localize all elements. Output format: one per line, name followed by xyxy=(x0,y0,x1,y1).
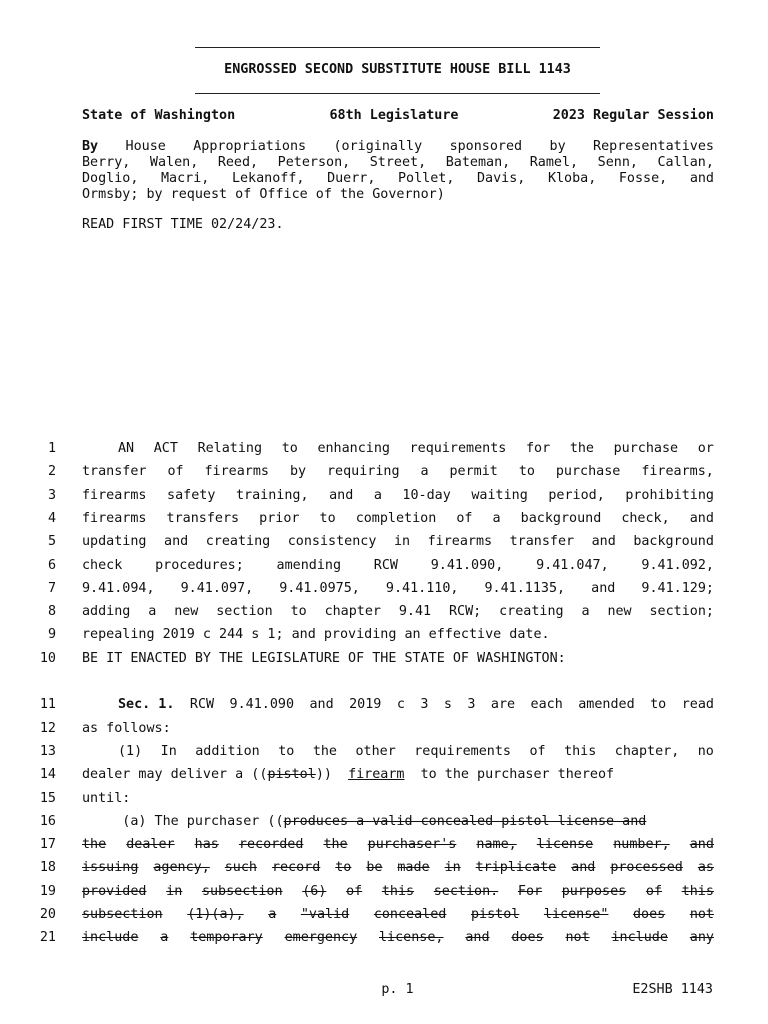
word: background xyxy=(633,534,714,550)
word: license, xyxy=(379,930,444,946)
word: RCW xyxy=(189,697,215,713)
line-number: 17 xyxy=(39,837,56,853)
line-number: 5 xyxy=(47,534,56,550)
word: s xyxy=(443,697,452,713)
word: requirements xyxy=(414,743,511,759)
word: the xyxy=(569,441,594,456)
word: Kloba, xyxy=(547,171,597,186)
word: and xyxy=(689,171,714,186)
word: and xyxy=(571,860,596,876)
word: 3 xyxy=(467,697,476,713)
word: Street, xyxy=(369,155,427,170)
word: 9.41.110, xyxy=(385,580,459,596)
word: Senn, xyxy=(597,155,638,170)
deleted-text: pistol xyxy=(267,767,316,783)
sponsor-line: Ormsby; by request of Office of the Governor) xyxy=(82,187,445,202)
word: license xyxy=(536,837,594,853)
line-number: 2 xyxy=(47,464,56,480)
word: a xyxy=(373,487,382,503)
word: Callan, xyxy=(657,155,714,170)
word: sponsored xyxy=(449,139,523,154)
text: (a) The purchaser (( xyxy=(82,813,284,829)
body-line xyxy=(82,581,714,597)
word: and xyxy=(689,837,714,853)
word: and xyxy=(309,697,334,713)
word: the xyxy=(82,837,107,853)
word: any xyxy=(689,930,714,946)
word: this xyxy=(564,743,597,759)
word: Duerr, xyxy=(327,171,376,186)
word: requirements xyxy=(409,441,507,456)
page-number: p. 1 xyxy=(381,982,414,997)
word: does xyxy=(511,930,544,946)
word: name, xyxy=(476,837,517,853)
word: Lekanoff, xyxy=(231,171,305,186)
legislature: 68th Legislature xyxy=(329,108,459,123)
word: to xyxy=(278,743,295,759)
word: Ramel, xyxy=(529,155,579,170)
word: does xyxy=(632,907,666,922)
word: made xyxy=(397,860,430,876)
word: firearms xyxy=(82,510,147,526)
word: RCW; xyxy=(449,604,482,620)
word: Bateman, xyxy=(445,155,511,170)
line-number: 4 xyxy=(47,510,56,526)
word: Walen, xyxy=(149,155,199,170)
word: firearms, xyxy=(641,464,714,480)
word: (originally xyxy=(333,139,423,154)
word: requiring xyxy=(327,464,400,480)
word: for xyxy=(526,441,551,456)
line-number: 21 xyxy=(39,930,56,946)
word: (6) xyxy=(302,883,327,899)
text: dealer may deliver a (( xyxy=(82,767,268,783)
word: of xyxy=(167,464,184,480)
word: In xyxy=(160,743,177,759)
word: temporary xyxy=(190,930,263,946)
word: prohibiting xyxy=(625,487,714,503)
word: procedures; xyxy=(155,557,244,573)
body-line xyxy=(82,534,714,550)
word: Doglio, xyxy=(82,171,139,186)
line-number: 6 xyxy=(47,557,56,573)
word: recorded xyxy=(238,837,304,853)
word: and xyxy=(689,510,714,526)
body-line: as follows: xyxy=(82,720,171,736)
enacting-clause: BE IT ENACTED BY THE LEGISLATURE OF THE STATE OF WASHINGTON: xyxy=(82,650,566,666)
word: pistol xyxy=(470,907,520,922)
inserted-text: firearm xyxy=(348,767,405,783)
word: 9.41.047, xyxy=(536,557,609,573)
word: are xyxy=(490,697,516,713)
word: RCW xyxy=(373,557,398,573)
word: of xyxy=(456,510,473,526)
line-number: 10 xyxy=(39,650,56,666)
word: transfer xyxy=(509,534,575,550)
line-number: 20 xyxy=(39,907,56,922)
word: to xyxy=(290,604,307,620)
word: amended xyxy=(578,697,635,713)
word: 10-day xyxy=(402,487,451,503)
word: House xyxy=(125,139,166,154)
word: 9.41.090 xyxy=(229,697,295,713)
word: Berry, xyxy=(82,155,131,170)
word: to xyxy=(319,510,336,526)
bill-title: ENGROSSED SECOND SUBSTITUTE HOUSE BILL 1143 xyxy=(224,62,571,77)
word: For xyxy=(517,883,543,899)
word: purchase xyxy=(555,464,621,480)
deleted-line xyxy=(82,860,714,876)
word: and xyxy=(164,534,189,550)
word: emergency xyxy=(284,930,358,946)
word: to xyxy=(281,441,298,456)
word: or xyxy=(697,441,714,456)
word: such xyxy=(224,860,257,876)
word: license" xyxy=(543,907,609,922)
word: Fosse, xyxy=(618,171,668,186)
word: of xyxy=(346,883,363,899)
word: a xyxy=(581,604,590,620)
title-rule xyxy=(195,93,600,94)
word: be xyxy=(366,860,383,876)
word: chapter, xyxy=(614,743,680,759)
word: 9.41.0975, xyxy=(279,580,360,596)
word: background xyxy=(520,510,602,526)
word: ACT xyxy=(153,441,178,456)
word: Representatives xyxy=(593,139,714,154)
word: safety xyxy=(167,487,216,503)
word: include xyxy=(82,930,139,946)
word: record xyxy=(271,860,321,876)
word: section xyxy=(216,604,273,620)
deleted-line xyxy=(82,837,714,853)
line-number: 19 xyxy=(39,883,56,899)
word: consistency xyxy=(287,534,377,550)
word: check, xyxy=(621,510,670,526)
word: AN xyxy=(118,441,135,456)
line-number: 9 xyxy=(47,627,56,643)
word: the xyxy=(312,743,337,759)
word: enhancing xyxy=(317,441,390,456)
sponsor-line xyxy=(82,171,714,187)
word: of xyxy=(529,743,546,759)
body-line xyxy=(82,441,714,457)
word: in xyxy=(444,860,461,876)
word: addition xyxy=(195,743,260,759)
word: (1) xyxy=(118,743,143,759)
word: a xyxy=(268,907,277,922)
top-rule xyxy=(195,47,600,48)
word: a xyxy=(148,604,157,620)
word: c xyxy=(396,697,405,713)
word: subsection xyxy=(201,883,283,899)
line-number: 16 xyxy=(39,813,56,829)
word: (1)(a), xyxy=(187,907,244,922)
word: not xyxy=(565,930,590,946)
word: to xyxy=(335,860,352,876)
line-number: 13 xyxy=(39,743,56,759)
body-line xyxy=(82,767,714,783)
word: 9.41 xyxy=(398,604,432,620)
word: and xyxy=(465,930,490,946)
word: section; xyxy=(649,604,714,620)
word: dealer xyxy=(126,837,175,853)
word: to xyxy=(650,697,667,713)
body-line xyxy=(82,558,714,574)
word: provided xyxy=(82,883,147,899)
word: chapter xyxy=(324,604,381,620)
word: concealed xyxy=(373,907,447,922)
body-line xyxy=(82,744,714,760)
word: by xyxy=(549,139,566,154)
word: in xyxy=(166,883,183,899)
word: permit xyxy=(449,464,498,480)
word: of xyxy=(645,883,663,899)
word: no xyxy=(697,743,714,759)
word: 9.41.1135, xyxy=(484,580,566,596)
word: other xyxy=(355,743,396,759)
line-number: 8 xyxy=(47,604,56,620)
word: Appropriations xyxy=(193,139,307,154)
line-number: 18 xyxy=(39,860,56,876)
word: a xyxy=(160,930,169,946)
word: creating xyxy=(205,534,271,550)
word: a xyxy=(492,510,501,526)
word: this xyxy=(381,883,415,899)
word: adding xyxy=(82,604,131,620)
word: 9.41.129; xyxy=(641,580,714,596)
word: include xyxy=(611,930,668,946)
word: Reed, xyxy=(217,155,259,170)
word: and xyxy=(591,534,616,550)
body-line: repealing 2019 c 244 s 1; and providing an effective date. xyxy=(82,627,550,643)
word: Macri, xyxy=(161,171,210,186)
line-number: 3 xyxy=(47,487,56,503)
word: transfers xyxy=(166,510,240,526)
word: purchaser's xyxy=(367,837,457,853)
body-line xyxy=(82,814,714,830)
body-line xyxy=(82,464,714,480)
word: 9.41.094, xyxy=(82,580,155,596)
word: not xyxy=(689,907,714,922)
word: 2019 xyxy=(349,697,382,713)
sponsor-line xyxy=(82,139,714,155)
word: agency, xyxy=(153,860,210,876)
sponsor-line xyxy=(82,155,714,171)
line-number: 14 xyxy=(39,767,56,783)
word: processed xyxy=(610,860,683,876)
state-name: State of Washington xyxy=(82,108,236,123)
word: Peterson, xyxy=(277,155,351,170)
word: "valid xyxy=(300,907,350,922)
word: new xyxy=(607,604,632,620)
word: new xyxy=(174,604,199,620)
text: )) xyxy=(315,767,349,783)
word: has xyxy=(194,837,219,853)
word: subsection xyxy=(82,907,163,922)
deleted-line xyxy=(82,907,714,923)
deleted-line xyxy=(82,930,714,946)
deleted-line xyxy=(82,884,714,900)
word: Relating xyxy=(197,441,263,456)
line-number: 7 xyxy=(47,580,56,596)
word: 3 xyxy=(420,697,429,713)
session-row xyxy=(82,108,714,123)
word: firearms xyxy=(82,487,147,503)
word: updating xyxy=(82,534,147,550)
word: completion xyxy=(355,510,437,526)
word: Davis, xyxy=(477,171,526,186)
word: period, xyxy=(548,487,605,503)
read-first-time: READ FIRST TIME 02/24/23. xyxy=(82,217,284,232)
line-number: 1 xyxy=(47,441,56,456)
section-heading xyxy=(82,697,714,713)
word: firearms xyxy=(204,464,269,480)
word: amending xyxy=(276,557,342,573)
word: firearms xyxy=(427,534,493,550)
word: this xyxy=(681,883,714,899)
word: section. xyxy=(433,883,499,899)
word: Pollet, xyxy=(398,171,455,186)
word: as xyxy=(697,860,714,876)
word: to xyxy=(518,464,535,480)
text: to the purchaser thereof xyxy=(404,767,615,783)
body-line: until: xyxy=(82,790,131,806)
line-number: 11 xyxy=(39,697,56,713)
word: triplicate xyxy=(475,860,557,876)
bill-id: E2SHB 1143 xyxy=(632,982,713,997)
word: 9.41.090, xyxy=(430,557,504,573)
session: 2023 Regular Session xyxy=(552,108,714,123)
body-line xyxy=(82,511,714,527)
word: each xyxy=(530,697,563,713)
word: number, xyxy=(613,837,670,853)
word: training, xyxy=(235,487,309,503)
body-line xyxy=(82,488,714,504)
word: transfer xyxy=(82,464,147,480)
word: 9.41.097, xyxy=(180,580,254,596)
deleted-text: produces a valid concealed pistol license and xyxy=(283,813,647,829)
body-line xyxy=(82,604,714,620)
word: prior xyxy=(259,510,300,526)
word: purposes xyxy=(561,883,627,899)
word: 9.41.092, xyxy=(641,557,714,573)
word: read xyxy=(681,697,714,713)
word: and xyxy=(591,580,616,596)
section-label: Sec. 1. xyxy=(118,697,175,713)
word: purchase xyxy=(613,441,679,456)
word: by xyxy=(289,464,307,480)
word: and xyxy=(329,487,354,503)
by-label: By xyxy=(82,139,99,154)
line-number: 15 xyxy=(39,790,56,806)
word: check xyxy=(82,557,123,573)
word: in xyxy=(393,534,411,550)
word: a xyxy=(420,464,429,480)
word: creating xyxy=(499,604,564,620)
word: the xyxy=(323,837,348,853)
word: issuing xyxy=(82,860,139,876)
line-number: 12 xyxy=(39,720,56,736)
word: waiting xyxy=(471,487,528,503)
